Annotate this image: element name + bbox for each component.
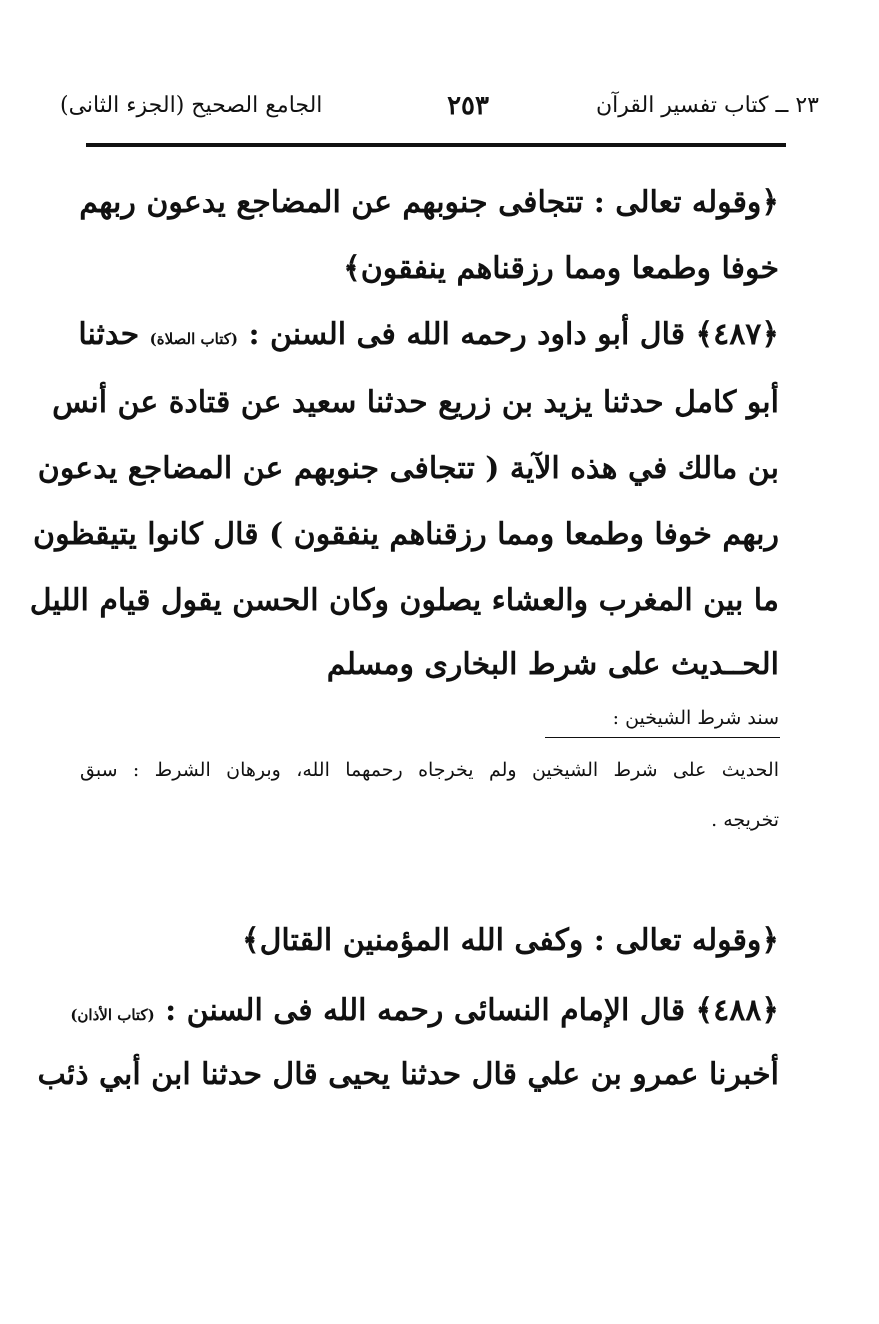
hadith-488-intro: ﴿٤٨٨﴾ قال الإمام النسائى رحمه الله فى السنن : — [165, 993, 779, 1028]
hadith-487-line-5: ما بين المغرب والعشاء يصلون وكان الحسن يقول قيام الليل — [29, 583, 779, 618]
verse-488-line-1: ﴿وقوله تعالى : وكفى الله المؤمنين القتال﴾ — [242, 923, 779, 958]
chapter-title: ٢٣ ــ كتاب تفسير القرآن — [595, 93, 819, 118]
hadith-487-chain-start: حدثنا — [78, 317, 140, 352]
note-line-1: الحديث على شرط الشيخين ولم يخرجاه رحمهما الله، وبرهان الشرط : سبق — [80, 759, 779, 781]
verse-487-line-2: خوفا وطمعا ومما رزقناهم ينفقون﴾ — [343, 251, 779, 286]
note-heading-underline — [545, 737, 780, 738]
hadith-488-line-2: أخبرنا عمرو بن علي قال حدثنا يحيى قال حدثنا ابن أبي ذئب — [37, 1057, 779, 1092]
hadith-487-line-3: بن مالك في هذه الآية ( تتجافى جنوبهم عن المضاجع يدعون — [37, 451, 779, 486]
hadith-487-source: (كتاب الصلاة) — [149, 330, 238, 348]
hadith-487-line-2: أبو كامل حدثنا يزيد بن زريع حدثنا سعيد عن قتادة عن أنس — [52, 385, 779, 420]
page-number: ٢٥٣ — [447, 91, 489, 121]
hadith-487-line-4: ربهم خوفا وطمعا ومما رزقناهم ينفقون ) قال كانوا يتيقظون — [33, 517, 779, 552]
hadith-488-source: (كتاب الأذان) — [70, 1006, 155, 1024]
header-rule — [86, 143, 786, 147]
book-title: الجامع الصحيح (الجزء الثانى) — [60, 93, 323, 118]
note-heading: سند شرط الشيخين : — [612, 707, 779, 729]
page-header — [60, 86, 819, 126]
verse-487-line-1: ﴿وقوله تعالى : تتجافى جنوبهم عن المضاجع يدعون ربهم — [79, 185, 779, 220]
hadith-487-line-1 — [80, 310, 779, 366]
hadith-487-grade: الحــديث على شرط البخارى ومسلم — [326, 647, 779, 682]
hadith-488-line-1 — [70, 986, 779, 1042]
note-line-2: تخريجه . — [711, 809, 779, 831]
hadith-487-intro: ﴿٤٨٧﴾ قال أبو داود رحمه الله فى السنن : — [248, 317, 779, 352]
